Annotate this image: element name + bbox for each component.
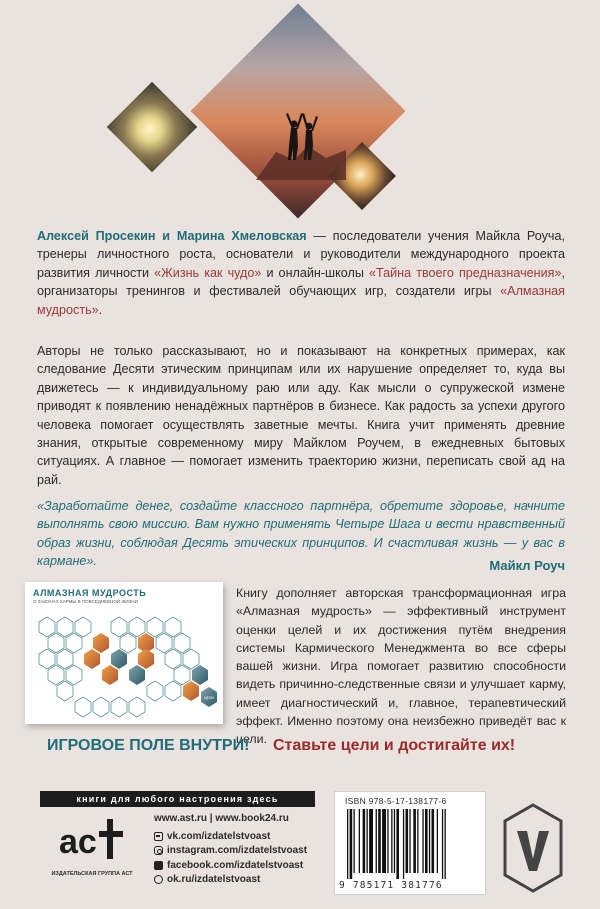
barcode-bar xyxy=(387,809,388,873)
ast-logo-icon xyxy=(57,813,127,865)
barcode-bar xyxy=(363,809,366,873)
barcode-bar xyxy=(378,809,381,873)
author-1-name: Алексей Просекин xyxy=(37,229,156,243)
barcode-bar xyxy=(350,809,353,879)
instagram-icon xyxy=(154,846,163,855)
social-link-text: instagram.com/izdatelstvoast xyxy=(167,845,308,857)
barcode-bar xyxy=(422,809,423,873)
cta-game-field: ИГРОВОЕ ПОЛЕ ВНУТРИ! xyxy=(47,737,250,754)
game-board-goal-label: ЦЕЛИ xyxy=(204,696,214,700)
book-description: Авторы не только рассказывают, но и показывают на конкретных примерах, как следование Десяти этическим принципам или их нарушение определяет то, куда вы движетесь — к индивидуальному раю или аду. Как мысли о супружеской измене приводят к появлению ненадёжных партнёров в бизнесе. Как радость за успехи другого человека помогает осуществлять заветные мечты. Книга учит применять древние знания, открытые современному миру Майклом Роучем, в ежедневных бытовых ситуациях. А главное — помогает изменить траекторию жизни, переписать свой ад на рай. xyxy=(37,344,565,487)
social-link-text: vk.com/izdatelstvoast xyxy=(167,830,271,842)
barcode-bar xyxy=(359,809,360,873)
social-link-instagram[interactable] xyxy=(154,844,324,859)
barcode-bar xyxy=(417,809,418,873)
barcode-bar xyxy=(403,809,404,879)
barcode-bar xyxy=(406,809,409,873)
barcode-bar xyxy=(425,809,428,873)
barcode-bar xyxy=(429,809,430,873)
project-name-2: «Тайна твоего предназначения» xyxy=(369,265,562,280)
project-name-1: «Жизнь как чудо» xyxy=(154,265,262,280)
quote-text: «Заработайте денег, создайте классного партнёра, обретите здоровье, начните выполнять свою миссию. Вам нужно применять Четыре Шага и вести нравственный образ жизни, соблюдая Десять этических принципов. И счастливая жизнь — у вас в кармане». xyxy=(37,499,565,569)
odnoklassniki-icon xyxy=(154,875,163,884)
barcode-bar xyxy=(394,809,395,873)
barcode-bar xyxy=(409,809,410,873)
social-link-facebook[interactable] xyxy=(154,858,324,873)
barcode-bar xyxy=(382,809,386,873)
author-2-name: Марина Хмеловская xyxy=(176,229,307,243)
authors-text-2: и онлайн-школы xyxy=(261,265,370,280)
hexagon-field xyxy=(25,602,223,724)
barcode-bar xyxy=(413,809,416,873)
isbn-label: ISBN 978-5-17-138177-6 xyxy=(345,796,447,806)
barcode-bar xyxy=(376,809,377,873)
publisher-links xyxy=(154,813,324,887)
social-link-vk[interactable] xyxy=(154,829,324,844)
v-logo-icon xyxy=(503,803,563,893)
social-link-text: facebook.com/izdatelstvoast xyxy=(167,859,304,871)
couple-silhouette xyxy=(256,80,346,180)
barcode-bar xyxy=(432,809,435,873)
publisher-name: ИЗДАТЕЛЬСКАЯ ГРУППА АСТ xyxy=(51,871,133,877)
barcode-digits: 9 785171 381776 xyxy=(339,880,443,891)
barcode-bar xyxy=(369,809,373,873)
barcode xyxy=(343,809,479,879)
authors-text-3: , организаторы тренингов и фестивалей обучающих игр, создатели игры xyxy=(37,265,565,299)
barcode-bar xyxy=(442,809,443,879)
authors-text-1: — последователи учения Майкла Роуча, тренеры личностного роста, основатели и руководители международного проекта развития личности xyxy=(37,229,565,280)
barcode-bar xyxy=(396,809,399,879)
game-board-subtitle: О ЗАКОНАХ КАРМЫ В ПОВСЕДНЕВНОЙ ЖИЗНИ xyxy=(33,599,138,604)
barcode-bar xyxy=(354,809,355,873)
social-link-text: ok.ru/izdatelstvoast xyxy=(167,874,261,886)
quote-author: Майкл Роуч xyxy=(489,558,565,573)
game-description: Книгу дополняет авторская трансформационная игра «Алмазная мудрость» — эффективный инструмент оценки целей и их достижения путём внедрения системы Кармического Менеджмента во все сферы вашей жизни. Игра помогает развитию способности видеть причинно-следственные связи и улучшает карму, имеет диагностический и, главное, терапевтический эффект. Именно поэтому она неизбежно приведёт вас к цели. xyxy=(236,586,566,747)
publisher-logo xyxy=(42,813,142,893)
publisher-tagline: книги для любого настроения здесь xyxy=(40,791,315,807)
footer xyxy=(0,783,600,909)
isbn-barcode-box xyxy=(334,791,486,895)
photo-collage xyxy=(0,0,600,210)
authors-paragraph xyxy=(37,227,565,319)
facebook-icon xyxy=(154,861,163,870)
website-links[interactable]: www.ast.ru | www.book24.ru xyxy=(154,813,289,824)
barcode-bar xyxy=(437,809,438,873)
project-name-3: «Алмазная мудрость» xyxy=(37,284,565,317)
conjunction: и xyxy=(155,229,177,243)
barcode-bar xyxy=(445,809,446,879)
barcode-bar xyxy=(367,809,368,873)
game-board-title: АЛМАЗНАЯ МУДРОСТЬ xyxy=(33,588,147,598)
social-link-ok[interactable] xyxy=(154,873,324,888)
barcode-bar xyxy=(347,809,348,879)
authors-text-4: . xyxy=(98,302,103,317)
barcode-bar xyxy=(391,809,392,873)
vk-icon xyxy=(154,832,163,841)
game-board-image xyxy=(25,582,223,724)
sun-bokeh-photo-diamond xyxy=(107,82,198,173)
cta-set-goals: Ставьте цели и достигайте их! xyxy=(273,737,516,754)
svg-text:ас: ас xyxy=(59,823,97,861)
